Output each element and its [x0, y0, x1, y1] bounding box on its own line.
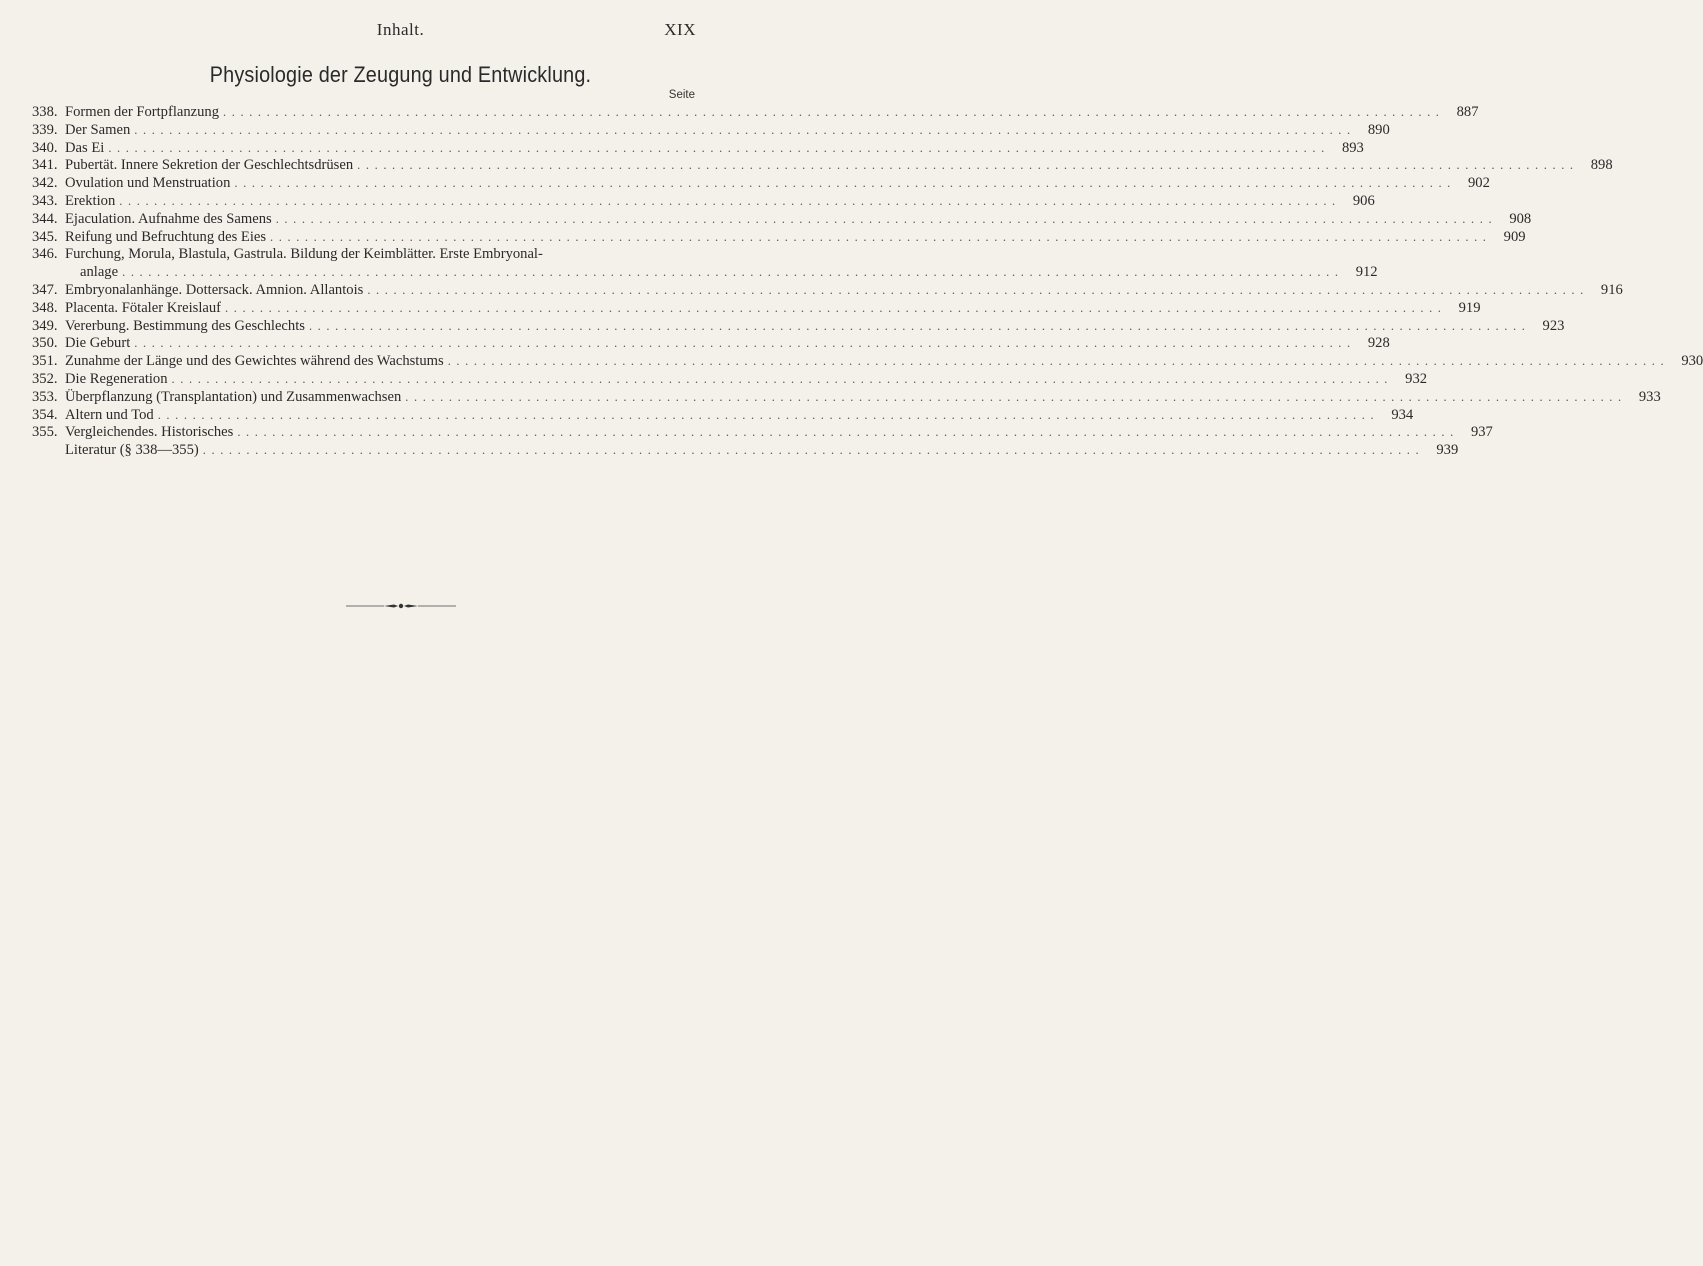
- toc-entry-title: Embryonalanhänge. Dottersack. Amnion. Allantois: [65, 281, 364, 298]
- toc-entry-title: Formen der Fortpflanzung: [65, 104, 220, 120]
- toc-entry: [32, 335, 1390, 353]
- dot-leader: ............................................................................................................................................: [270, 229, 1492, 244]
- toc-entry-number: 339.: [32, 121, 58, 138]
- toc-entry-page: 906: [1352, 192, 1375, 209]
- toc-entry-page: 923: [1542, 317, 1565, 334]
- toc-entry-page: 902: [1468, 175, 1490, 192]
- toc-entry-title: Ovulation und Menstruation: [65, 175, 231, 192]
- toc-entry-number: 340.: [32, 139, 58, 156]
- toc-entry-title: Zunahme der Länge und des Gewichtes während des Wachstums: [65, 353, 444, 370]
- toc-entry-number: 352.: [32, 370, 58, 387]
- toc-entry-title: Die Regeneration: [65, 370, 168, 387]
- toc-entry-title-continued: anlage: [80, 264, 119, 281]
- dot-leader: ............................................................................................................................................: [225, 300, 1447, 315]
- toc-entry-number: 343.: [32, 192, 58, 209]
- toc-entry-page: 933: [1638, 388, 1661, 405]
- dot-leader: ............................................................................................................................................: [234, 176, 1456, 191]
- toc-entry-page: 934: [1391, 406, 1414, 423]
- toc-entry: [32, 424, 1493, 442]
- toc-entry-page: 890: [1367, 121, 1390, 138]
- dot-leader: ............................................................................................................................................: [157, 407, 1380, 422]
- toc-entry: [32, 228, 1526, 247]
- toc-entry-number: 355.: [32, 424, 58, 441]
- page-column-label: Seite: [668, 89, 695, 101]
- toc-entry-page: 909: [1503, 228, 1526, 245]
- dot-leader: ............................................................................................................................................: [134, 336, 1356, 351]
- toc-entry-page: 916: [1600, 281, 1623, 298]
- toc-entry-title: Vererbung. Bestimmung des Geschlechts: [65, 317, 305, 334]
- header-page-number: XIX: [664, 20, 696, 39]
- toc-entry: [32, 192, 1375, 211]
- dot-leader: ............................................................................................................................................: [405, 389, 1627, 404]
- toc-entry-page: 930: [1681, 353, 1703, 370]
- toc-entry-number: 351.: [32, 353, 58, 370]
- dot-leader: ............................................................................................................................................: [367, 282, 1589, 297]
- toc-entry-number: 342.: [32, 175, 58, 192]
- dot-leader: ............................................................................................................................................: [447, 354, 1670, 369]
- toc-entry: [32, 353, 1703, 371]
- toc-entry-title: Überpflanzung (Transplantation) und Zusammenwachsen: [65, 388, 402, 405]
- toc-entry: [32, 175, 1490, 193]
- toc-entry-number: 353.: [32, 388, 58, 405]
- toc-entry: [32, 406, 1414, 425]
- toc-entry-title: Altern und Tod: [65, 406, 154, 423]
- toc-entry-title: Die Geburt: [65, 335, 131, 352]
- toc-entry: [32, 370, 1428, 389]
- dot-leader: ............................................................................................................................................: [202, 443, 1425, 458]
- toc-entry-title: Erektion: [65, 192, 116, 209]
- toc-entry: [32, 139, 1364, 158]
- toc-entry: [32, 210, 1532, 229]
- toc-entry-number: 354.: [32, 406, 58, 423]
- toc-entry: [32, 281, 1623, 300]
- dot-leader: ............................................................................................................................................: [308, 318, 1531, 333]
- toc-entry-title: Literatur (§ 338—355): [65, 442, 199, 459]
- toc-entry: [32, 388, 1661, 407]
- toc-entry-title: Vergleichendes. Historisches: [65, 424, 234, 441]
- toc-entry-page: 932: [1405, 370, 1428, 387]
- toc-entry: [32, 299, 1481, 318]
- toc-entry-number: 347.: [32, 281, 58, 298]
- toc-entry-page: 912: [1355, 264, 1378, 281]
- toc-entry-title: Furchung, Morula, Blastula, Gastrula. Bildung der Keimblätter. Erste Embryonal-: [65, 246, 543, 263]
- toc-entry-page: 898: [1590, 157, 1613, 174]
- toc-entry-page: 919: [1458, 299, 1481, 316]
- dot-leader: ............................................................................................................................................: [223, 105, 1445, 119]
- toc-entry-title: Reifung und Befruchtung des Eies: [65, 228, 267, 245]
- toc-entry: [32, 157, 1613, 175]
- section-heading: Physiologie der Zeugung und Entwicklung.: [209, 62, 592, 87]
- toc-entry: [32, 442, 1459, 460]
- toc-entry-continuation: [32, 264, 1378, 282]
- running-header: [0, 20, 801, 44]
- dot-leader: ............................................................................................................................................: [122, 265, 1344, 280]
- toc-entry: [32, 121, 1390, 140]
- dot-leader: ............................................................................................................................................: [108, 140, 1330, 155]
- ornamental-divider: [0, 601, 801, 611]
- toc-entry-page: 908: [1509, 210, 1532, 227]
- dot-leader: ............................................................................................................................................: [171, 371, 1394, 386]
- toc-entry-page: 939: [1436, 442, 1459, 459]
- toc-entry-number: 345.: [32, 228, 58, 245]
- toc-entry-number: 348.: [32, 299, 58, 316]
- toc-entry: [32, 317, 1565, 336]
- header-title: Inhalt.: [376, 20, 425, 39]
- toc-entry-page: 893: [1341, 139, 1364, 156]
- toc-entry-number: 350.: [32, 335, 58, 352]
- toc-entry-title: Der Samen: [65, 121, 131, 138]
- toc-entry-title: Placenta. Fötaler Kreislauf: [65, 299, 222, 316]
- toc-entry-number: 341.: [32, 157, 58, 174]
- dot-leader: ............................................................................................................................................: [119, 193, 1341, 208]
- toc-entry-page: 928: [1367, 335, 1390, 352]
- toc-entry-number: 344.: [32, 210, 58, 227]
- dot-leader: ............................................................................................................................................: [357, 158, 1579, 173]
- toc-entry-title: Das Ei: [65, 139, 105, 156]
- toc-entry-title: Pubertät. Innere Sekretion der Geschlechtsdrüsen: [65, 157, 354, 174]
- toc-entry-line: [32, 246, 697, 264]
- toc-entry-title: Ejaculation. Aufnahme des Samens: [65, 210, 272, 227]
- toc-entry-number: 349.: [32, 317, 58, 334]
- dot-leader: ............................................................................................................................................: [237, 425, 1459, 440]
- dot-leader: ............................................................................................................................................: [134, 122, 1356, 137]
- toc-entry-number: 338.: [32, 104, 58, 120]
- dot-leader: ............................................................................................................................................: [275, 211, 1498, 226]
- toc-entry-page: 937: [1470, 424, 1493, 441]
- toc-entry: [32, 104, 1479, 122]
- toc-entry-page: 887: [1456, 104, 1479, 120]
- toc-entry-number: 346.: [32, 246, 58, 263]
- table-of-contents: [32, 104, 1703, 460]
